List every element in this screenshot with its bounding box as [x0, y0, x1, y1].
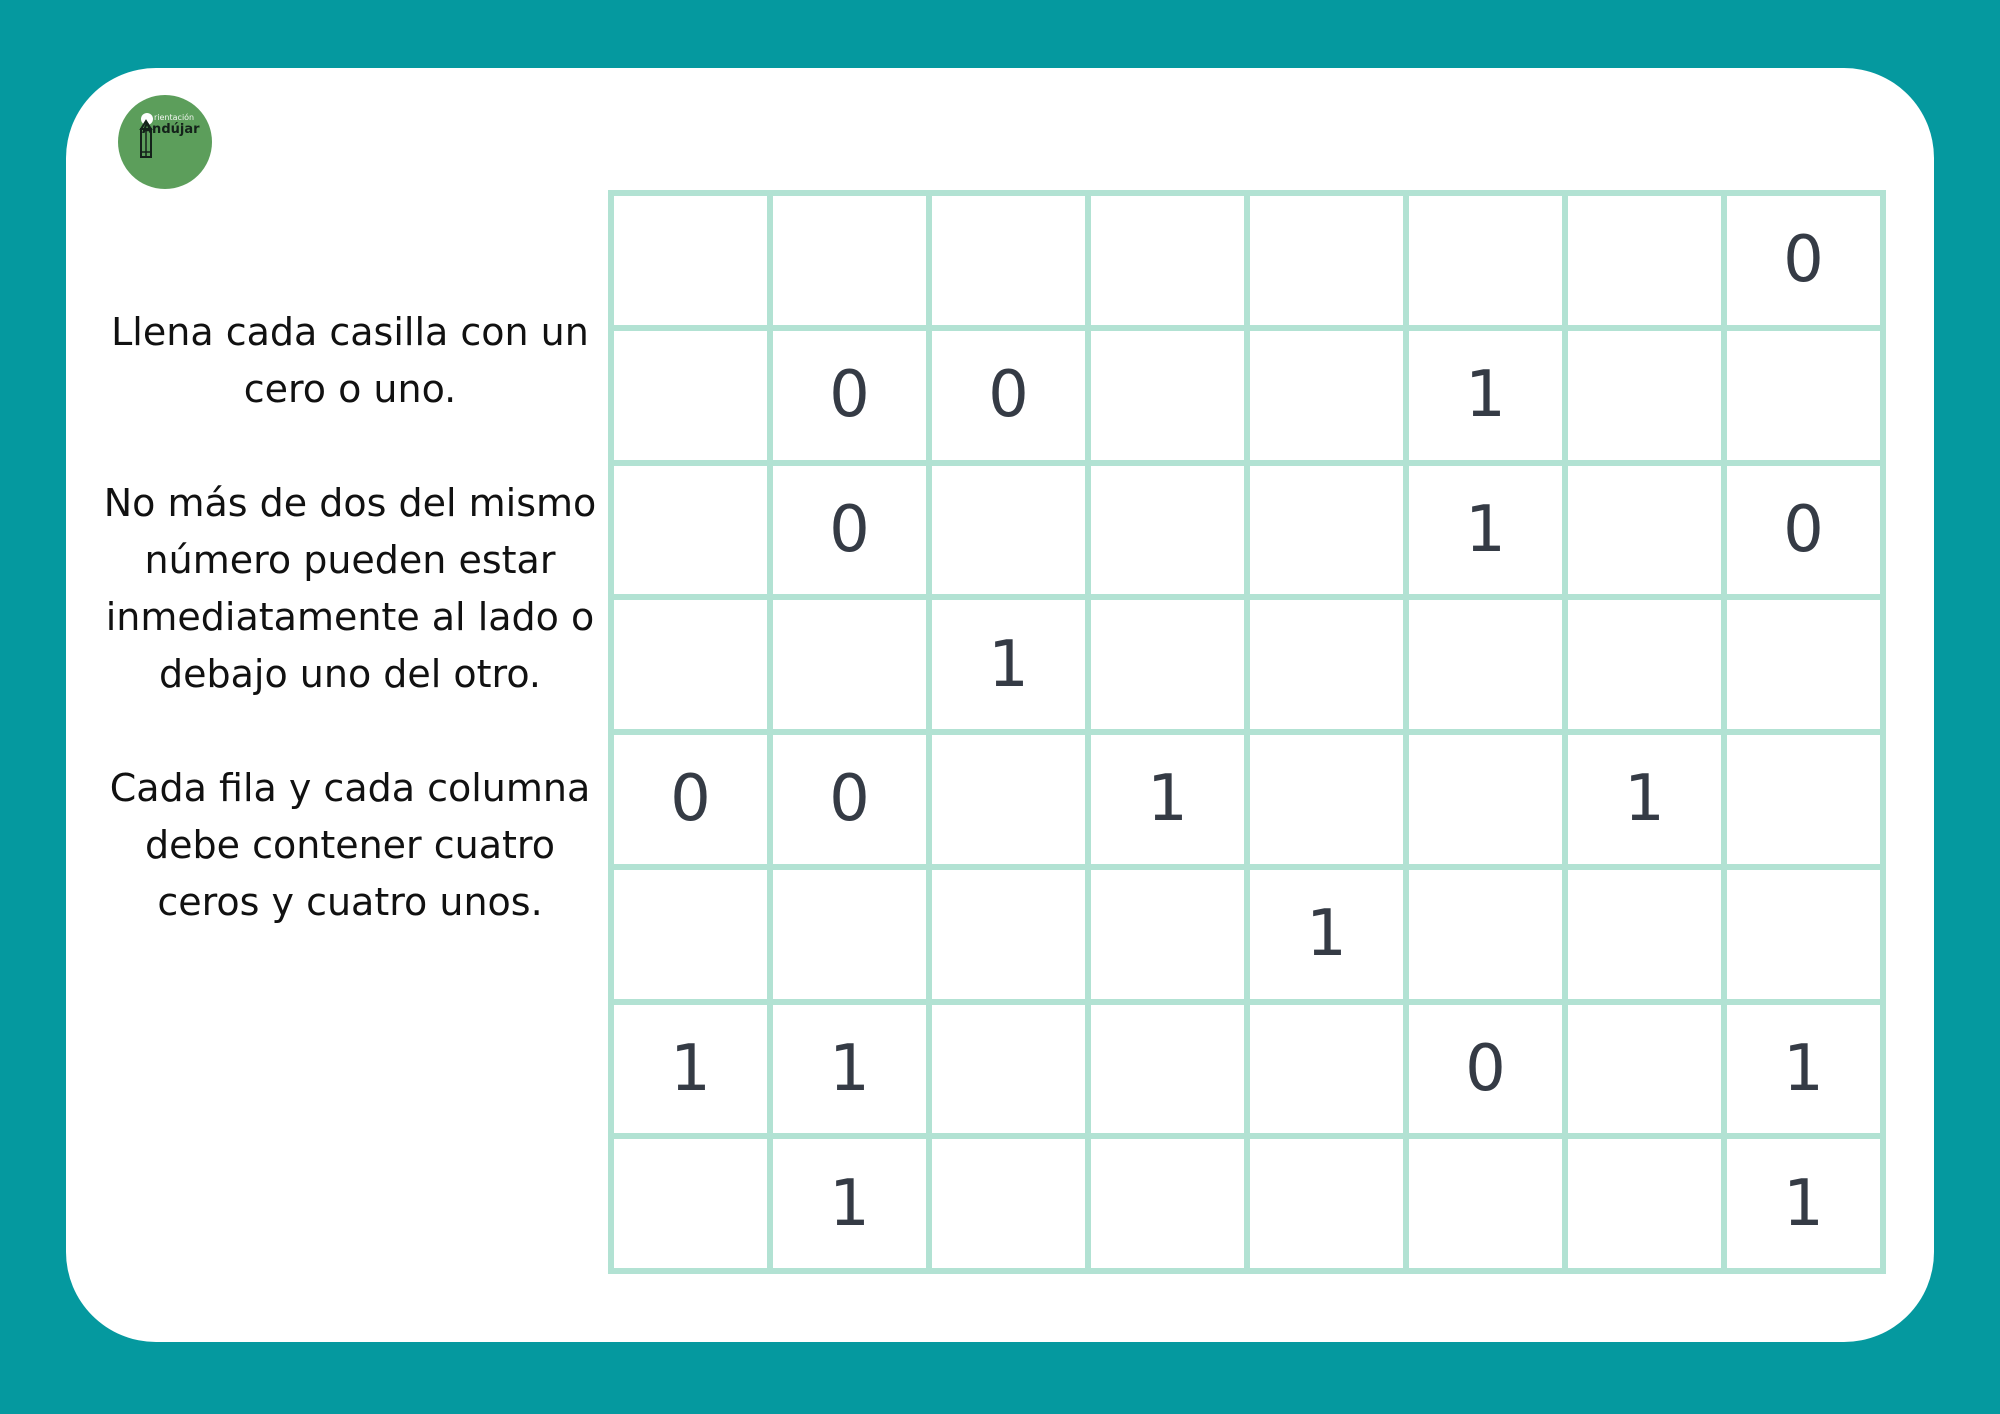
- grid-cell-r2-c8[interactable]: [1727, 331, 1880, 460]
- grid-cell-r4-c2[interactable]: [773, 600, 926, 729]
- grid-cell-r7-c6: 0: [1409, 1005, 1562, 1134]
- grid-cell-r3-c2: 0: [773, 466, 926, 595]
- logo-main-text: Andújar: [142, 122, 200, 137]
- grid-cell-r1-c1[interactable]: [614, 196, 767, 325]
- grid-cell-r4-c7[interactable]: [1568, 600, 1721, 729]
- instruction-balance: Cada fila y cada columna debe contener cuatro ceros y cuatro unos.: [109, 766, 591, 924]
- grid-cell-r6-c8[interactable]: [1727, 870, 1880, 999]
- grid-cell-r3-c4[interactable]: [1091, 466, 1244, 595]
- grid-cell-r7-c7[interactable]: [1568, 1005, 1721, 1134]
- grid-cell-r1-c6[interactable]: [1409, 196, 1562, 325]
- grid-cell-r3-c5[interactable]: [1250, 466, 1403, 595]
- grid-cell-r6-c4[interactable]: [1091, 870, 1244, 999]
- grid-cell-r2-c4[interactable]: [1091, 331, 1244, 460]
- grid-cell-r6-c3[interactable]: [932, 870, 1085, 999]
- grid-cell-r6-c7[interactable]: [1568, 870, 1721, 999]
- grid-cell-r6-c6[interactable]: [1409, 870, 1562, 999]
- grid-cell-r6-c1[interactable]: [614, 870, 767, 999]
- instructions: [100, 304, 600, 988]
- grid-cell-r8-c2: 1: [773, 1139, 926, 1268]
- grid-cell-r8-c1[interactable]: [614, 1139, 767, 1268]
- grid-cell-r8-c8: 1: [1727, 1139, 1880, 1268]
- grid-cell-r1-c7[interactable]: [1568, 196, 1721, 325]
- instruction-adjacency: No más de dos del mismo número pueden estar inmediatamente al lado o debajo uno del otro.: [103, 481, 597, 696]
- binary-puzzle-grid: [608, 190, 1886, 1274]
- grid-cell-r2-c1[interactable]: [614, 331, 767, 460]
- grid-cell-r1-c3[interactable]: [932, 196, 1085, 325]
- grid-cell-r5-c7: 1: [1568, 735, 1721, 864]
- grid-cell-r5-c4: 1: [1091, 735, 1244, 864]
- grid-cell-r3-c6: 1: [1409, 466, 1562, 595]
- logo-top-text: rientación: [154, 113, 195, 122]
- grid-cell-r4-c3: 1: [932, 600, 1085, 729]
- grid-cell-r2-c6: 1: [1409, 331, 1562, 460]
- grid-cell-r3-c3[interactable]: [932, 466, 1085, 595]
- grid-cell-r5-c8[interactable]: [1727, 735, 1880, 864]
- grid-cell-r8-c3[interactable]: [932, 1139, 1085, 1268]
- grid-cell-r1-c5[interactable]: [1250, 196, 1403, 325]
- grid-cell-r7-c8: 1: [1727, 1005, 1880, 1134]
- grid-cell-r7-c2: 1: [773, 1005, 926, 1134]
- grid-cell-r8-c7[interactable]: [1568, 1139, 1721, 1268]
- grid-cell-r4-c8[interactable]: [1727, 600, 1880, 729]
- grid-cell-r2-c5[interactable]: [1250, 331, 1403, 460]
- grid-cell-r4-c1[interactable]: [614, 600, 767, 729]
- grid-cell-r8-c4[interactable]: [1091, 1139, 1244, 1268]
- grid-cell-r8-c5[interactable]: [1250, 1139, 1403, 1268]
- grid-cell-r5-c6[interactable]: [1409, 735, 1562, 864]
- grid-cell-r4-c6[interactable]: [1409, 600, 1562, 729]
- grid-cell-r4-c4[interactable]: [1091, 600, 1244, 729]
- grid-cell-r6-c2[interactable]: [773, 870, 926, 999]
- grid-cell-r3-c7[interactable]: [1568, 466, 1721, 595]
- grid-cell-r7-c5[interactable]: [1250, 1005, 1403, 1134]
- grid-cell-r5-c3[interactable]: [932, 735, 1085, 864]
- grid-cell-r5-c2: 0: [773, 735, 926, 864]
- grid-cell-r8-c6[interactable]: [1409, 1139, 1562, 1268]
- grid-cell-r2-c3: 0: [932, 331, 1085, 460]
- pencil-icon: [118, 95, 212, 189]
- grid-cell-r1-c8: 0: [1727, 196, 1880, 325]
- instruction-fill: Llena cada casilla con un cero o uno.: [111, 310, 589, 411]
- grid-cell-r7-c3[interactable]: [932, 1005, 1085, 1134]
- orientacion-andujar-logo: [118, 95, 212, 189]
- grid-cell-r5-c1: 0: [614, 735, 767, 864]
- grid-cell-r1-c4[interactable]: [1091, 196, 1244, 325]
- grid-cell-r6-c5: 1: [1250, 870, 1403, 999]
- grid-cell-r7-c1: 1: [614, 1005, 767, 1134]
- grid-cell-r2-c7[interactable]: [1568, 331, 1721, 460]
- grid-cell-r4-c5[interactable]: [1250, 600, 1403, 729]
- grid-cell-r3-c1[interactable]: [614, 466, 767, 595]
- grid-cell-r5-c5[interactable]: [1250, 735, 1403, 864]
- grid-cell-r1-c2[interactable]: [773, 196, 926, 325]
- grid-cell-r7-c4[interactable]: [1091, 1005, 1244, 1134]
- grid-cell-r2-c2: 0: [773, 331, 926, 460]
- grid-cell-r3-c8: 0: [1727, 466, 1880, 595]
